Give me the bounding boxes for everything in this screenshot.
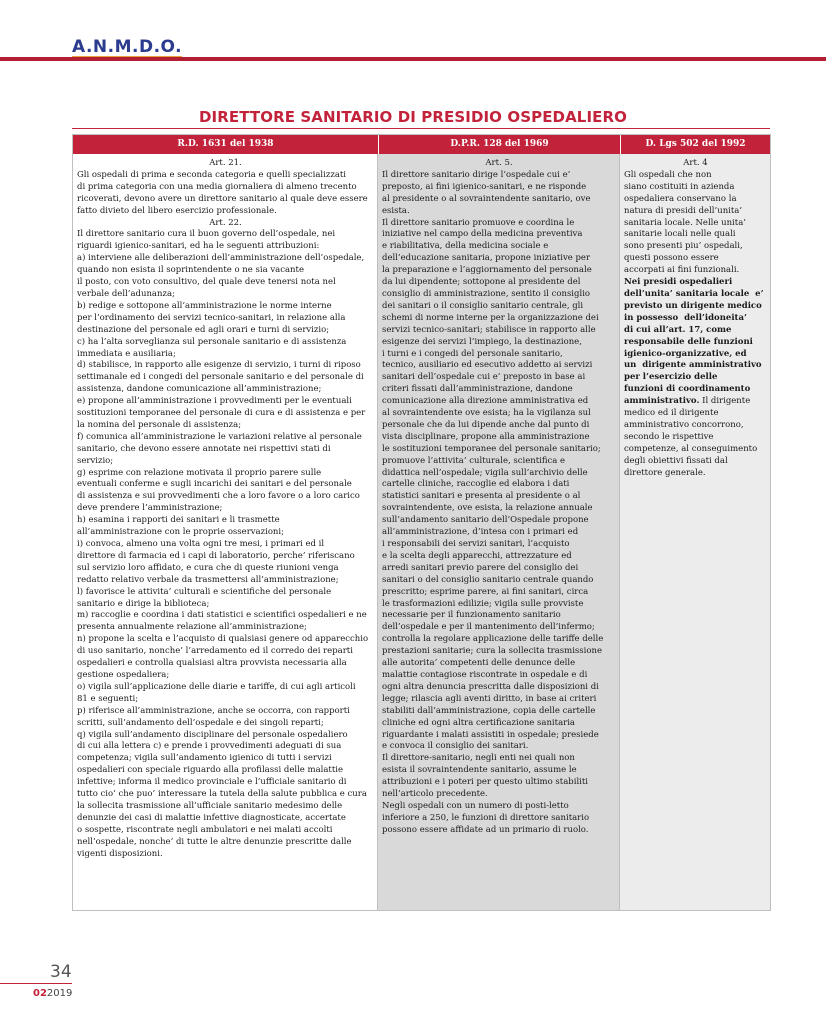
text-line: Art. 5.	[485, 158, 513, 168]
text-line: all’amministrazione con le proprie osservazioni;	[77, 527, 284, 538]
text-line: personale che da lui dipende anche dal punto di	[382, 419, 590, 430]
text-line: o) vigila sull’applicazione delle diarie e tariffe, di cui agli articoli	[77, 681, 356, 692]
text-line: riguardi igienico-sanitari, ed ha le seguenti attribuzioni:	[77, 241, 320, 252]
text-line: riguardante i malati assistiti in ospedale; presiede	[382, 729, 599, 740]
text-line: statistici sanitari e presenta al presidente o al	[382, 491, 581, 502]
text-line: nell’ospedale, nonche’ di tutte le altre denunzie prescritte dalle	[77, 836, 352, 847]
text-line: sanitari o del consiglio sanitario centrale quando	[382, 574, 594, 585]
text-line: necessarie per il funzionamento sanitario	[382, 610, 561, 621]
text-line: g) esprime con relazione motivata il proprio parere sulle	[77, 467, 322, 478]
text-line: immediata e ausiliaria;	[77, 348, 176, 359]
text-line: igienico-organizzative, ed	[624, 348, 747, 359]
issue-year: 2019	[46, 988, 73, 999]
text-line: sanitarie locali nelle quali	[624, 229, 736, 240]
text-line: servizi tecnico-sanitari; stabilisce in rapporto alle	[382, 324, 596, 335]
text-line: la preparazione e l’aggiornamento del personale	[382, 265, 592, 276]
text-line: di cui alla lettera c) e prende i provvedimenti adeguati di sua	[77, 741, 342, 752]
text-line: arredi sanitari previo parere del consiglio dei	[382, 562, 579, 573]
text-line: nell’articolo precedente.	[382, 789, 488, 800]
column-dlgs-502-text	[620, 154, 770, 910]
text-line: i turni e i congedi del personale sanitario,	[382, 348, 563, 359]
text-line: didattica nell’ospedale; vigila sull’archivio delle	[382, 467, 588, 478]
text-line: competenze, al conseguimento	[624, 443, 758, 454]
text-line: dell’unita’ sanitaria locale e’	[624, 288, 764, 299]
text-line: controlla la regolare applicazione delle tariffe delle	[382, 634, 604, 645]
issue-number: 02	[33, 988, 47, 999]
text-line: sanitaria locale. Nelle unita’	[624, 217, 746, 228]
text-line: Art. 4	[683, 158, 708, 168]
text-line: p) riferisce all’amministrazione, anche se occorra, con rapporti	[77, 705, 350, 716]
text-line: settimanale ed i congedi del personale sanitario e del personale di	[77, 372, 364, 383]
text-line: vista disciplinare, propone alla amministrazione	[382, 431, 590, 442]
text-line: questi possono essere	[624, 253, 719, 264]
page-number: 34	[50, 962, 72, 982]
text-line: le trasformazioni edilizie; vigila sulle provviste	[382, 598, 584, 609]
text-line: i) convoca, almeno una volta ogni tre mesi, i primari ed il	[77, 539, 325, 549]
text-line: la nomina del personale di assistenza;	[77, 419, 242, 430]
text-line: Il direttore sanitario dirige l’ospedale cui e’	[382, 169, 571, 180]
header-rule	[0, 57, 826, 61]
text-line: ospedalieri con speciale riguardo alla profilassi delle malattie	[77, 765, 344, 776]
text-line: Gli ospedali che non	[624, 169, 712, 180]
text-line: infettive; informa il medico provinciale e l’ufficiale sanitario di	[77, 777, 347, 788]
text-line: dell’educazione sanitaria, propone iniziative per	[382, 253, 591, 264]
text-line: natura di presidi dell’unita’	[624, 205, 743, 216]
text-line: sovraintendente, ove esista, la relazione annuale	[382, 503, 593, 514]
text-line: destinazione del personale ed agli orari e turni di servizio;	[77, 324, 330, 335]
text-line: e) propone all’amministrazione i provvedimenti per le eventuali	[77, 396, 352, 407]
text-line: da lui dipendente; sottopone al presidente del	[382, 277, 581, 288]
text-line: vigenti disposizioni.	[77, 848, 163, 859]
text-line: sostituzioni temporanee del personale di cura e di assistenza e per	[77, 408, 366, 419]
text-line: scritti, sull’andamento dell’ospedale e dei singoli reparti;	[77, 717, 324, 728]
text-line: dell’ospedale e per il mantenimento dell’infermo;	[382, 622, 595, 633]
text-line: gestione ospedaliera;	[77, 669, 170, 680]
text-line: Art. 21.	[209, 158, 242, 168]
text-line: dei sanitari o il consiglio sanitario centrale, gli	[382, 300, 584, 311]
text-line: Negli ospedali con un numero di posti-letto	[382, 800, 569, 811]
text-line: 81 e seguenti;	[77, 693, 139, 704]
anmdo-logo: A.N.M.D.O.	[72, 37, 183, 57]
text-line: sanitario e dirige la biblioteca;	[77, 598, 210, 609]
text-line: sull’andamento sanitario dell’Ospedale propone	[382, 515, 589, 526]
text-line: ogni altra denuncia prescritta dalle disposizioni di	[382, 681, 599, 692]
text-line: presenta annualmente relazione all’amministrazione;	[77, 622, 307, 633]
text-line: secondo le rispettive	[624, 431, 714, 442]
text-line: stabiliti dall’amministrazione, copia delle cartelle	[382, 705, 596, 716]
text-line: per l’ordinamento dei servizi tecnico-sanitari, in relazione alla	[77, 312, 346, 323]
text-line: e convoca il consiglio dei sanitari.	[382, 741, 529, 752]
title-divider	[72, 128, 770, 129]
text-line: q) vigila sull’andamento disciplinare del personale ospedaliero	[77, 729, 348, 740]
text-line: promuove l’attivita’ culturale, scientifica e	[382, 455, 566, 466]
text-line: o sospette, riscontrate negli ambulatori e nei malati accolti	[77, 824, 333, 835]
text-line: verbale dell’adunanza;	[77, 288, 175, 299]
text-line: schemi di norme interne per la organizzazione dei	[382, 312, 599, 323]
text-line: possono essere affidate ad un primario di ruolo.	[382, 824, 589, 835]
text-line: consiglio di amministrazione, sentito il consiglio	[382, 288, 591, 299]
text-line: Il direttore-sanitario, negli enti nei quali non	[382, 753, 575, 764]
text-line: amministrativo. Il dirigente	[624, 396, 751, 407]
text-line: direttore generale.	[624, 467, 706, 478]
issue-label	[33, 988, 72, 999]
column-dpr-128-text	[378, 154, 620, 910]
text-line: cartelle cliniche, raccoglie ed elabora i dati	[382, 479, 570, 490]
text-line: e la scelta degli apparecchi, attrezzature ed	[382, 550, 572, 561]
text-line: d) stabilisce, in rapporto alle esigenze di servizio, i turni di riposo	[77, 360, 361, 371]
text-line: iniziative nel campo della medicina preventiva	[382, 229, 583, 240]
text-line: al sovraintendente ove esista; ha la vigilanza sul	[382, 408, 591, 419]
footer-rule	[0, 983, 72, 984]
text-line: le sostituzioni temporanee del personale sanitario;	[382, 443, 601, 454]
text-line: di uso sanitario, nonche’ l’arredamento ed il corredo dei reparti	[77, 646, 353, 657]
text-line: l) favorisce le attivita’ culturali e scientifiche del personale	[77, 586, 332, 597]
text-line: Il direttore sanitario cura il buon governo dell’ospedale, nei	[77, 229, 336, 240]
text-line: direttore di farmacia ed i capi di laboratorio, perche’ riferiscano	[77, 550, 355, 561]
text-line: inferiore a 250, le funzioni di direttore sanitario	[382, 812, 590, 823]
text-line: assistenza, dandone comunicazione all’amministrazione;	[77, 384, 322, 395]
column-rd-1631-text	[73, 154, 378, 910]
text-line: a) interviene alle deliberazioni dell’amministrazione dell’ospedale,	[77, 253, 365, 264]
text-line: e riabilitativa, della medicina sociale e	[382, 241, 549, 252]
text-line: in possesso dell’idoneita’	[624, 312, 747, 323]
text-line: accorpati ai fini funzionali.	[624, 265, 740, 276]
text-line: malattie contagiose riscontrate in ospedale e di	[382, 669, 588, 680]
text-line: Art. 22.	[209, 217, 242, 228]
text-line: fatto divieto del libero esercizio professionale.	[77, 205, 277, 216]
text-line: b) redige e sottopone all’amministrazione le norme interne	[77, 300, 332, 311]
text-line: esista.	[382, 205, 410, 216]
text-line: h) esamina i rapporti dei sanitari e li trasmette	[77, 515, 280, 526]
text-line: medico ed il dirigente	[624, 408, 719, 419]
text-line: denunzie dei casi di malattie infettive diagnosticate, accertate	[77, 812, 346, 823]
text-line: di assistenza e sui provvedimenti che a loro favore o a loro carico	[77, 491, 360, 502]
text-line: c) ha l’alta sorveglianza sul personale sanitario e di assistenza	[77, 336, 347, 347]
text-line: amministrativo concorrono,	[624, 419, 744, 430]
text-line: Nei presidi ospedalieri	[624, 277, 733, 288]
text-line: di cui all’art. 17, come	[624, 324, 732, 335]
text-line: prestazioni sanitarie; cura la sollecita trasmissione	[382, 646, 602, 657]
text-line: un dirigente amministrativo	[624, 360, 762, 371]
text-line: i responsabili dei servizi sanitari, l’acquisto	[382, 539, 570, 549]
page-title: DIRETTORE SANITARIO DI PRESIDIO OSPEDALIERO	[198, 108, 627, 126]
text-line: Il direttore sanitario promuove e coordina le	[382, 217, 575, 228]
text-line: preposto, ai fini igienico-sanitari, e ne risponde	[382, 181, 587, 192]
text-line: al presidente o al sovraintendente sanitario, ove	[382, 193, 591, 204]
text-line: alle autorita’ competenti delle denunce delle	[382, 658, 576, 669]
text-line: eventuali conferme e sugli incarichi dei sanitari e del personale	[77, 479, 352, 490]
text-line: sanitari dell’ospedale cui e’ preposto in base ai	[382, 372, 586, 383]
column-header-dlgs-502: D. Lgs 502 del 1992	[621, 135, 770, 154]
text-line: tutto cio’ che puo’ interessare la tutela della salute pubblica e cura	[77, 789, 367, 800]
text-line: quando non esista il soprintendente o ne sia vacante	[77, 265, 304, 276]
text-line: redatto relativo verbale da trasmettersi all’amministrazione;	[77, 574, 339, 585]
text-line: ospedalieri e controlla qualsiasi altra provvista necessaria alla	[77, 658, 347, 669]
text-line: esista il sovraintendente sanitario, assume le	[382, 765, 577, 776]
text-line: responsabile delle funzioni	[624, 336, 753, 347]
text-line: tecnico, ausiliario ed esecutivo addetto ai servizi	[382, 360, 593, 371]
text-line: ricoverati, devono avere un direttore sanitario al quale deve essere	[77, 193, 368, 204]
text-line: n) propone la scelta e l’acquisto di qualsiasi genere od apparecchio	[77, 634, 369, 645]
text-line: deve prendere l’amministrazione;	[77, 503, 223, 514]
text-line: prescritto; esprime parere, ai fini sanitari, circa	[382, 586, 589, 597]
text-line: il posto, con voto consultivo, del quale deve tenersi nota nel	[77, 277, 336, 288]
text-line: funzioni di coordinamento	[624, 384, 751, 395]
text-line: criteri fissati dall’amministrazione, dandone	[382, 384, 573, 395]
text-line: m) raccoglie e coordina i dati statistici e scientifici ospedalieri e ne	[77, 610, 367, 621]
text-line: all’amministrazione, d’intesa con i primari ed	[382, 527, 579, 538]
text-line: comunicazione alla direzione amministrativa ed	[382, 396, 589, 407]
text-line: ospedaliera conservano la	[624, 193, 737, 204]
text-line: attribuzioni e i poteri per questo ultimo stabiliti	[382, 777, 589, 788]
column-header-dpr-128: D.P.R. 128 del 1969	[379, 135, 620, 154]
text-line: Gli ospedali di prima e seconda categoria e quelli specializzati	[77, 169, 347, 180]
text-line: sul servizio loro affidato, e cura che di queste riunioni venga	[77, 562, 339, 573]
text-line: la sollecita trasmissione all’ufficiale sanitario medesimo delle	[77, 800, 343, 811]
text-line: sono presenti piu’ ospedali,	[624, 241, 743, 252]
text-line: per l’esercizio delle	[624, 372, 718, 383]
column-header-rd-1631: R.D. 1631 del 1938	[73, 135, 378, 154]
text-line: degli obiettivi fissati dal	[624, 455, 728, 466]
text-line: cliniche ed ogni altra certificazione sanitaria	[382, 717, 575, 728]
text-line: previsto un dirigente medico	[624, 300, 762, 311]
text-line: competenza; vigila sull’andamento igienico di tutti i servizi	[77, 753, 332, 764]
text-line: esigenze dei servizi l’impiego, la destinazione,	[382, 336, 582, 347]
text-line: siano costituiti in azienda	[624, 181, 735, 192]
text-line: sanitario, che devono essere annotate nei rispettivi stati di	[77, 443, 331, 454]
text-line: f) comunica all’amministrazione le variazioni relative al personale	[77, 431, 362, 442]
comparison-table	[72, 134, 771, 911]
text-line: servizio;	[77, 455, 114, 466]
text-line: legge; rilascia agli aventi diritto, in base ai criteri	[382, 693, 597, 704]
text-line: di prima categoria con una media giornaliera di almeno trecento	[77, 181, 357, 192]
